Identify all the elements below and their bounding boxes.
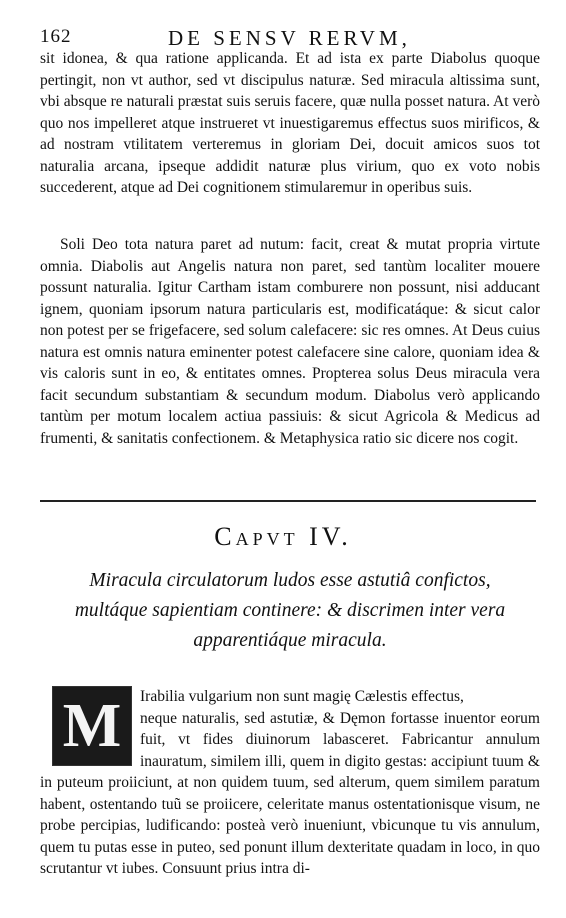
chapter-summary: Miracula circulatorum ludos esse astutiâ confictos, multáque sapientiam continere: & discrimen inter vera apparentiáque miracula. <box>74 570 506 651</box>
chapter-paragraph-line-1: Irabilia vulgarium non sunt magię Cælestis effectus, <box>140 688 464 705</box>
page-number: 162 <box>40 26 72 47</box>
chapter-paragraph <box>40 686 540 880</box>
chapter-paragraph-rest <box>40 708 540 880</box>
chapter-heading: Capvt IV. <box>214 522 352 551</box>
running-title: DE SENSV RERVM, <box>168 26 411 50</box>
section-divider <box>40 500 536 502</box>
drop-cap-letter: M <box>62 692 122 760</box>
paragraph-2: Soli Deo tota natura paret ad nutum: facit, creat & mutat propria virtute omnia. Diabolis aut Angelis natura non paret, sed tantùm localiter mouere possunt naturalia. Igitur Cartham istam comburere non possunt, nisi adducant ignem, quoniam ipsorum natura particularis est, modificatáque: & sicut calor non potest per se frigefacere, sed solum calefacere: sic res omnes. At Deus cuius natura est omnis natura eminenter potest calefacere sine calore, quoniam idea & vis caloris sunt in eo, & entitates omnes. Propterea solus Deus miracula vera facit secundum substantiam & secundum modum. Diabolus verò applicando tantùm per motum localem actiua passiuis: & sicut Agricola & Medicus ad frumenti, & sanitatis confectionem. & Metaphysica ratio sic dicere nos cogit. <box>40 236 540 447</box>
page-header <box>40 24 540 50</box>
chapter-paragraph-text: neque naturalis, sed astutiæ, & Dęmon fortasse inuentor eorum fuit, vt fides diuinorum labasceret. Fabricantur annulum inauratum, similem illi, quem in digito gestas: accipiunt tuum & in puteum proiiciunt, at non quidem tuum, sed alterum, quem similem paratum habent, ostentando tuũ se proiicere, celeritate manus ostentationisque visum, ne probe percipias, ludificando: posteà verò inueniunt, vbicunque tu vis annulum, quem tu putas esse in puteo, sed ponunt illum dexteritate quadam in loco, in quo scrutantur vt iubes. Consuunt prius intra di- <box>40 709 540 877</box>
paragraph-1: sit idonea, & qua ratione applicanda. Et ad ista ex parte Diabolus quoque pertingit, non vt author, sed vt discipulus naturæ. Sed miracula altissima sunt, vbi absque re naturali præstat suis seruis facere, quæ nulla posset natura. At verò quo nos impelleret atque instrueret vt inuestigaremus effectus suos mirificos, & ad nostram vtilitatem verteremus in gloriam Dei, docuit amicos suos tot naturalia arcana, ipseque addidit naturæ plus virium, quo ex voto nobis succederent, atque ad Dei cognitionem stimularemur in operibus suis. <box>40 50 540 196</box>
